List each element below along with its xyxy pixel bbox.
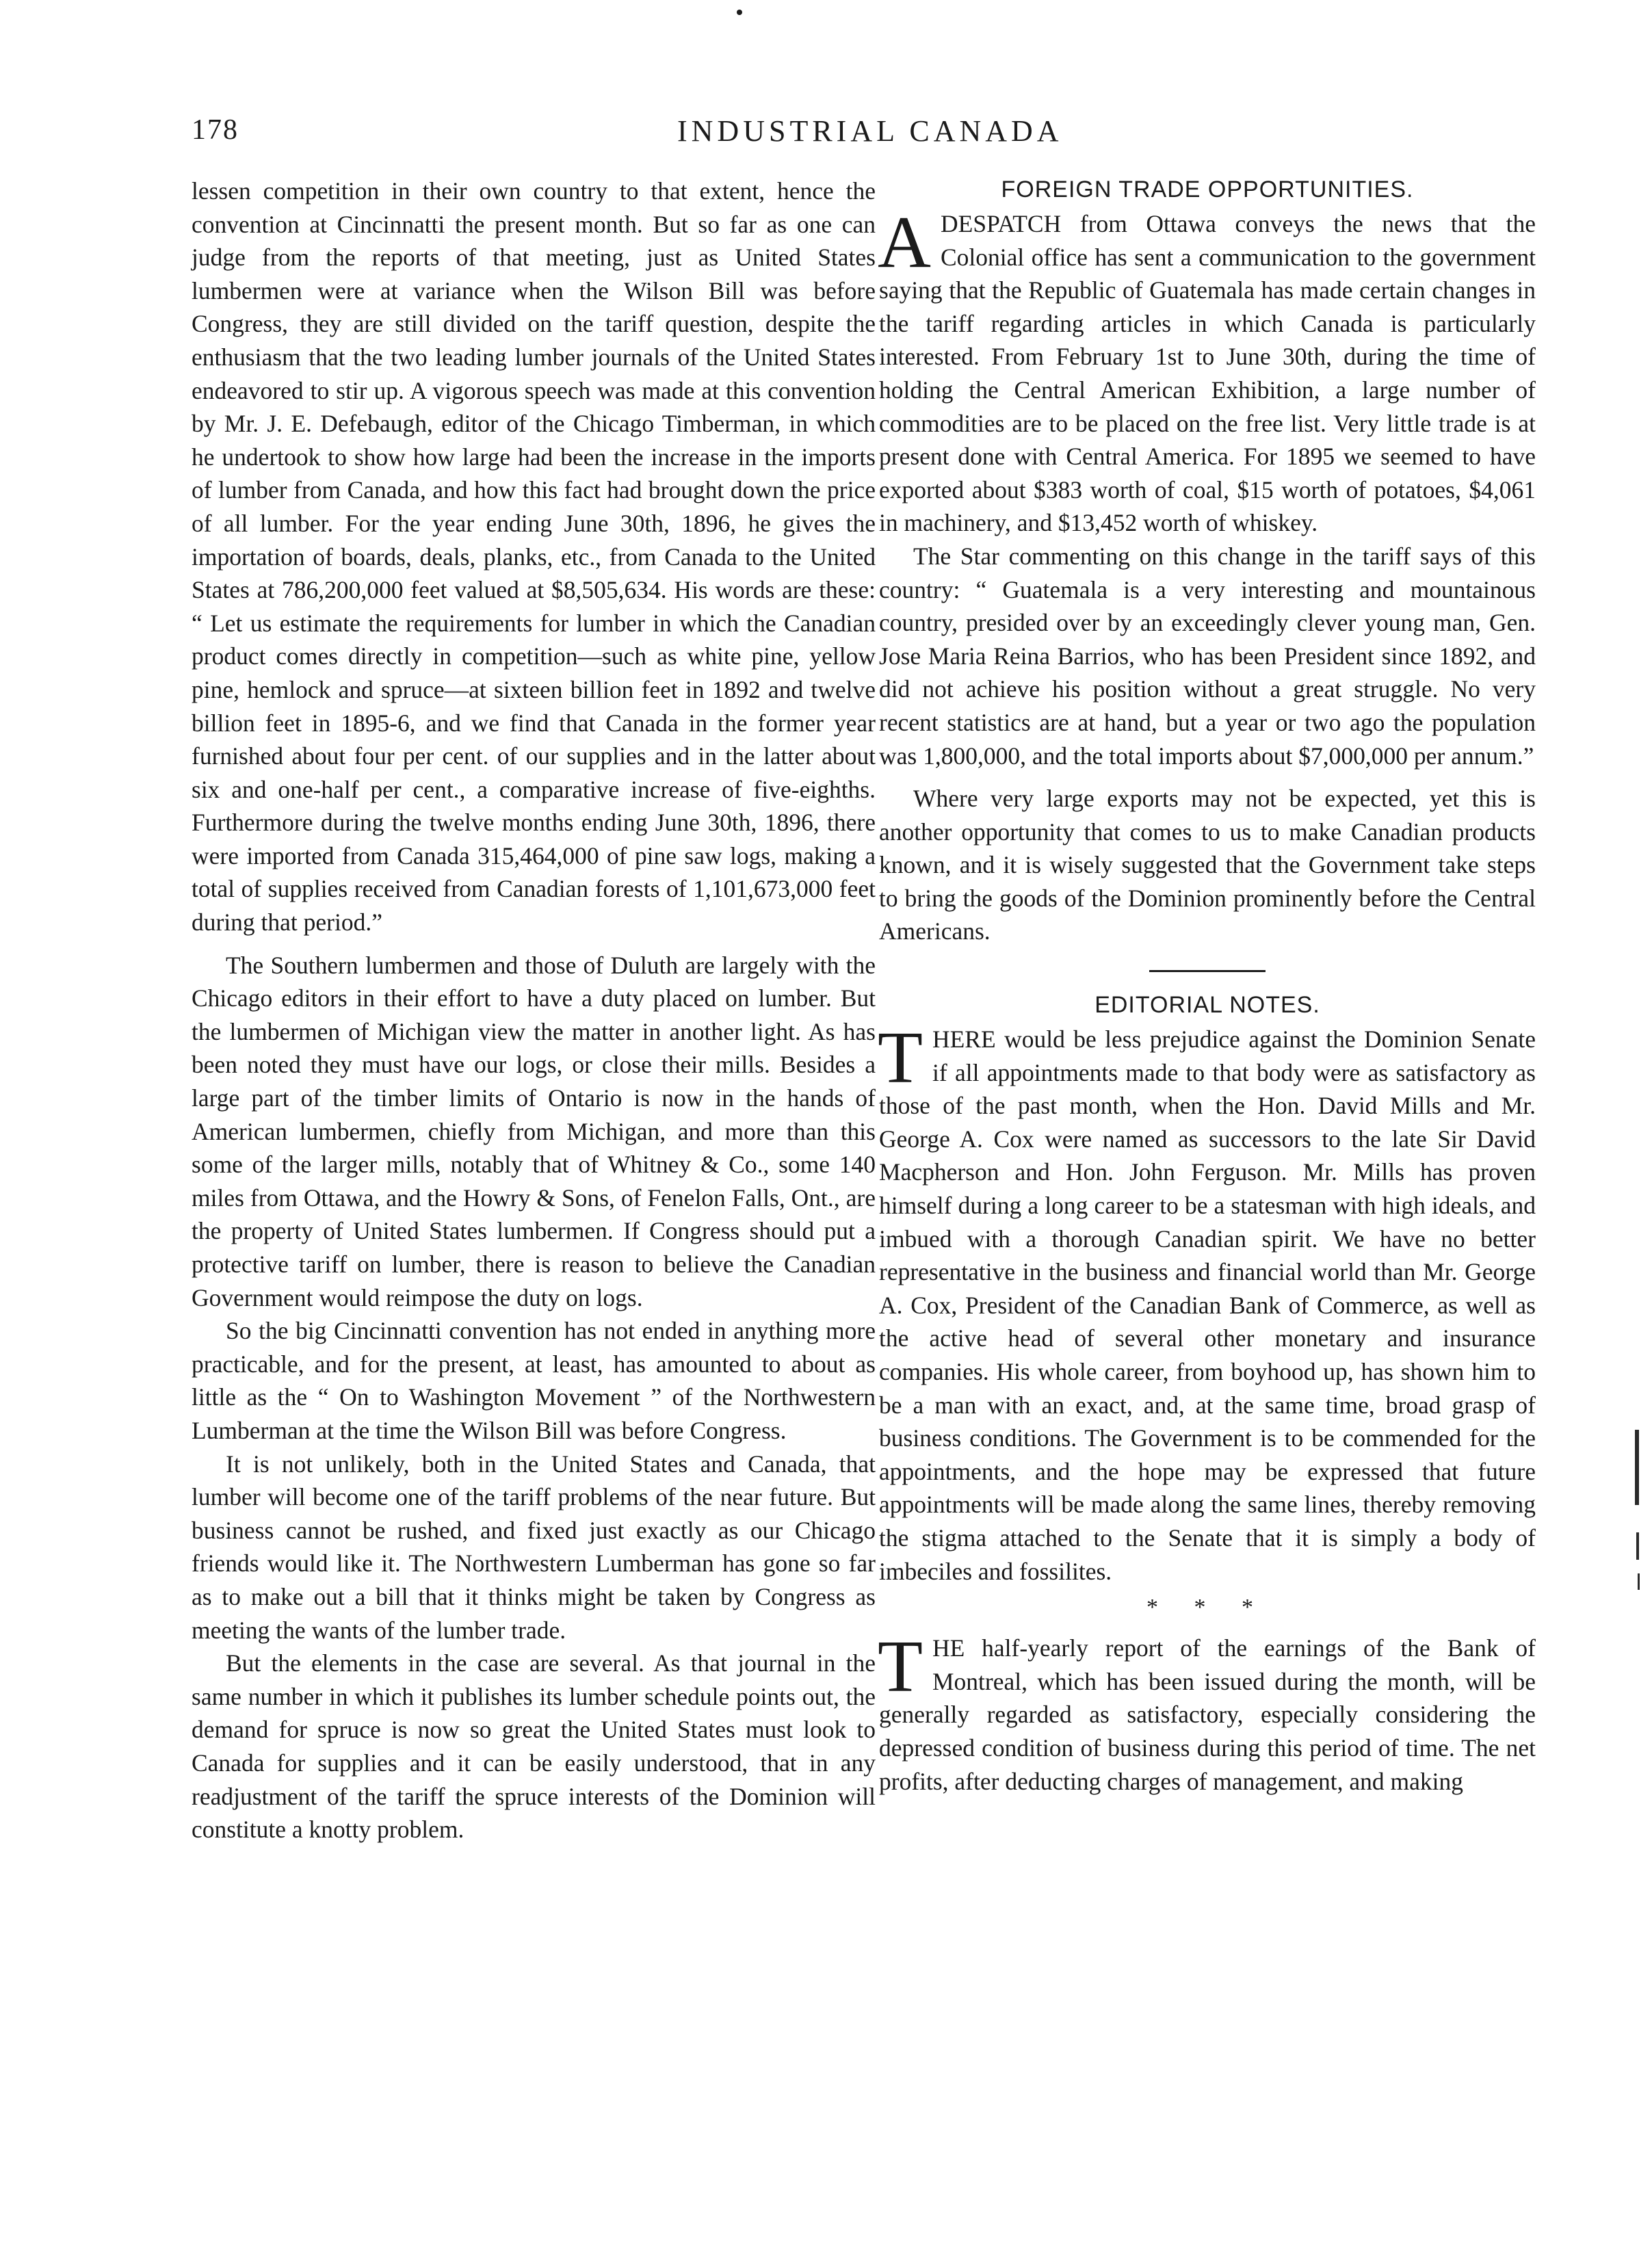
article-paragraph: The Southern lumbermen and those of Duluth are largely with the Chicago editors in their effort to have a duty placed on lumber. But the lumbermen of Michigan view the matter in another light. As has been noted they must have our logs, or close their mills. Besides a large part of the timber limits of Ontario is now in the hands of American lumbermen, chiefly from Michigan, and more than this some of the larger mills, notably that of Whitney & Co., some 140 miles from Ottawa, and the Howry & Sons, of Fenelon Falls, Ont., are the property of United States lumbermen. If Congress should put a protective tariff on lumber, there is reason to believe the Canadian Government would reimpose the duty on logs. (192, 951, 876, 1311)
editorial-note (878, 1017, 1536, 1588)
section-divider (1149, 970, 1266, 972)
article-paragraph: Where very large exports may not be expected, yet this is another opportunity that comes to us to make Canadian products known, and it is wisely suggested that the Government take steps to bring the goods of the Dominion prominently before the Central Americans. (879, 785, 1536, 945)
note-separator: * * * (1146, 1595, 1268, 1621)
scan-edge-mark (1638, 1573, 1640, 1590)
article-paragraph: It is not unlikely, both in the United States and Canada, that lumber will become one of the tariff problems of the near future. But business cannot be rushed, and fixed just exactly as our Chicago friends would like it. The Northwestern Lumberman has gone so far as to make out a bill that it thinks might be taken by Congress as meeting the wants of the lumber trade. (192, 1450, 876, 1644)
drop-cap: T (878, 1017, 923, 1099)
foreign-trade-heading: FOREIGN TRADE OPPORTUNITIES. (1001, 176, 1414, 202)
page-number: 178 (192, 114, 239, 146)
article-paragraph: But the elements in the case are several. As that journal in the same number in which it publishes its lumber schedule points out, the demand for spruce is now so great the United States must look to Canada for supplies and it can be easily understood, that in any readjustment of the tariff the spruce interests of the Dominion will constitute a knotty problem. (192, 1649, 876, 1844)
article-paragraph: The Star commenting on this change in the tariff says of this country: “ Guatemala is a very interesting and mountainous country, presided over by an exceedingly clever young man, Gen. Jose Maria Reina Barrios, who has been President since 1892, and did not achieve his position without a great struggle. No very recent statistics are at hand, but a year or two ago the population was 1,800,000, and the total imports about $7,000,000 per annum.” (879, 542, 1536, 770)
print-dot (737, 10, 742, 15)
paragraph-text: DESPATCH from Ottawa conveys the news that the Colonial office has sent a communication to the government saying that the Republic of Guatemala has made certain changes in the tariff regarding articles in which Canada is particularly interested. From February 1st to June 30th, during the time of holding the Central American Exhibition, a large number of commodities are to be placed on the free list. Very little trade is at present done with Central America. For 1895 we seemed to have exported about $383 worth of coal, $15 worth of potatoes, $4,061 in machinery, and $13,452 worth of whiskey. (879, 210, 1536, 537)
article-paragraph: lessen competition in their own country to that extent, hence the convention at Cincinnatti the present month. But so far as one can judge from the reports of that meeting, just as United States lumbermen were at variance when the Wilson Bill was before Congress, they are still divided on the tariff question, despite the enthusiasm that the two leading lumber journals of the United States endeavored to stir up. A vigorous speech was made at this convention by Mr. J. E. Defebaugh, editor of the Chicago Timberman, in which he undertook to show how large had been the increase in the imports of lumber from Canada, and how this fact had brought down the price of all lumber. For the year ending June 30th, 1896, he gives the importation of boards, deals, planks, etc., from Canada to the United States at 786,200,000 feet valued at $8,505,634. His words are these: “ Let us estimate the requirements for lumber in which the Canadian product comes directly in competition—such as white pine, yellow pine, hemlock and spruce—at sixteen billion feet in 1892 and twelve billion feet in 1895-6, and we find that Canada in the former year furnished about four per cent. of our supplies and in the latter about six and one-half per cent., a comparative increase of five-eighths. Furthermore during the twelve months ending June 30th, 1896, there were imported from Canada 315,464,000 of pine saw logs, making a total of supplies received from Canadian forests of 1,101,673,000 feet during that period.” (192, 177, 876, 937)
editorial-note (878, 1626, 1536, 1798)
article-paragraph (878, 202, 1536, 540)
running-title: INDUSTRIAL CANADA (677, 114, 1063, 148)
editorial-notes-heading: EDITORIAL NOTES. (1094, 992, 1320, 1019)
left-column (192, 174, 876, 1846)
drop-cap: T (878, 1626, 923, 1708)
scan-edge-mark (1635, 1430, 1639, 1505)
scan-edge-mark (1636, 1532, 1639, 1560)
paragraph-text: HERE would be less prejudice against the Dominion Senate if all appointments made to that body were as satisfactory as those of the past month, when the Hon. David Mills and Mr. George A. Cox were named as successors to the late Sir David Macpherson and Hon. John Ferguson. Mr. Mills has proven himself during a long career to be a statesman with high ideals, and imbued with a thorough Canadian spirit. We have no better representative in the business and financial world than Mr. George A. Cox, President of the Canadian Bank of Commerce, as well as the active head of several other monetary and insurance companies. His whole career, from boyhood up, has shown him to be a man with an exact, and, at the same time, broad grasp of business conditions. The Government is to be commended for the appointments, and the hope may be expressed that future appointments will be made along the same lines, thereby removing the stigma attached to the Senate that it is simply a body of imbeciles and fossilites. (879, 1025, 1536, 1585)
article-paragraph: So the big Cincinnatti convention has not ended in anything more practicable, and for the present, at least, has amounted to about as little as the “ On to Washington Movement ” of the Northwestern Lumberman at the time the Wilson Bill was before Congress. (192, 1317, 876, 1444)
paragraph-text: HE half-yearly report of the earnings of the Bank of Montreal, which has been issued during the month, will be generally regarded as satisfactory, especially considering the depressed condition of business during this period of time. The net profits, after deducting charges of management, and making (879, 1634, 1536, 1795)
right-column (879, 174, 1536, 1798)
drop-cap: A (878, 202, 931, 283)
